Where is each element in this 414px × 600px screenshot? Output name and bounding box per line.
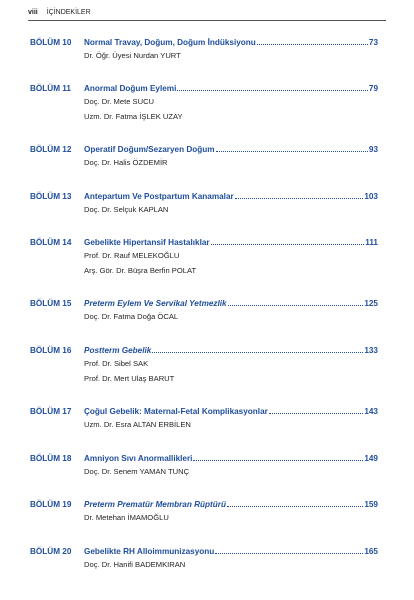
chapter-number: BÖLÜM 10 — [30, 38, 72, 47]
dot-leader — [177, 84, 368, 91]
chapter-page: 79 — [368, 84, 378, 93]
chapter-title: Antepartum Ve Postpartum Kanamalar — [84, 192, 234, 201]
chapter-authors — [84, 50, 181, 65]
dot-leader — [152, 346, 363, 353]
chapter-title: Postterm Gebelik — [84, 346, 152, 355]
chapter-number: BÖLÜM 13 — [30, 192, 72, 201]
dot-leader — [235, 192, 364, 199]
toc-entry-link[interactable] — [84, 407, 378, 416]
chapter-authors — [84, 204, 168, 219]
chapter-page: 111 — [365, 238, 378, 247]
toc-entry-link[interactable] — [84, 346, 378, 355]
chapter-title: Gebelikte Hipertansif Hastalıklar — [84, 238, 210, 247]
chapter-page: 133 — [364, 346, 378, 355]
dot-leader — [227, 500, 363, 507]
chapter-authors — [84, 311, 178, 326]
chapter-number: BÖLÜM 11 — [30, 84, 71, 93]
chapter-number: BÖLÜM 18 — [30, 454, 72, 463]
author-name: Arş. Gör. Dr. Büşra Berfin POLAT — [84, 265, 197, 275]
toc-entry-link[interactable] — [84, 547, 378, 556]
page-header — [28, 9, 386, 16]
author-name: Uzm. Dr. Esra ALTAN ERBİLEN — [84, 420, 191, 429]
author-name: Dr. Metehan İMAMOĞLU — [84, 513, 169, 522]
dot-leader — [216, 145, 368, 152]
chapter-number: BÖLÜM 12 — [30, 145, 72, 154]
header-page-number: viii — [28, 9, 38, 16]
chapter-authors — [84, 157, 168, 172]
chapter-title: Preterm Prematür Membran Rüptürü — [84, 500, 226, 509]
author-name: Doç. Dr. Selçuk KAPLAN — [84, 205, 169, 214]
author-name: Doç. Dr. Fatma Doğa ÖCAL — [84, 312, 179, 321]
chapter-number: BÖLÜM 20 — [30, 547, 72, 556]
chapter-page: 159 — [364, 500, 378, 509]
chapter-page: 103 — [364, 192, 378, 201]
chapter-page: 165 — [364, 547, 378, 556]
chapter-page: 73 — [368, 38, 378, 47]
chapter-title: Operatif Doğum/Sezaryen Doğum — [84, 145, 215, 154]
chapter-number: BÖLÜM 15 — [30, 299, 72, 308]
chapter-page: 93 — [368, 145, 378, 154]
dot-leader — [215, 547, 363, 554]
chapter-title: Anormal Doğum Eylemi — [84, 84, 177, 93]
author-name: Doç. Dr. Halis ÖZDEMİR — [84, 158, 168, 167]
chapter-authors — [84, 96, 183, 125]
author-name: Dr. Öğr. Üyesi Nurdan YURT — [84, 51, 181, 60]
chapter-page: 125 — [364, 299, 378, 308]
chapter-number: BÖLÜM 14 — [30, 238, 72, 247]
author-name: Prof. Dr. Mert Ulaş BARUT — [84, 373, 175, 383]
chapter-title: Gebelikte RH Alloimmunizasyonu — [84, 547, 215, 556]
chapter-title: Çoğul Gebelik: Maternal-Fetal Komplikasyonlar — [84, 407, 268, 416]
header-section-title: İÇİNDEKİLER — [46, 9, 91, 16]
chapter-authors — [84, 559, 185, 574]
chapter-title: Amniyon Sıvı Anormallikleri — [84, 454, 193, 463]
chapter-authors — [84, 358, 174, 387]
chapter-authors — [84, 512, 169, 527]
chapter-page: 149 — [364, 454, 378, 463]
dot-leader — [228, 299, 364, 306]
header-rule — [28, 20, 386, 21]
chapter-number: BÖLÜM 19 — [30, 500, 72, 509]
chapter-title: Normal Travay, Doğum, Doğum İndüksiyonu — [84, 38, 256, 47]
chapter-page: 143 — [364, 407, 378, 416]
author-name: Prof. Dr. Rauf MELEKOĞLU — [84, 251, 180, 260]
toc-entry-link[interactable] — [84, 299, 378, 308]
author-name: Uzm. Dr. Fatma İŞLEK UZAY — [84, 111, 183, 121]
chapter-authors — [84, 466, 189, 481]
chapter-number: BÖLÜM 17 — [30, 407, 72, 416]
chapter-authors — [84, 419, 191, 434]
author-name: Doç. Dr. Senem YAMAN TUNÇ — [84, 467, 190, 476]
toc-entry-link[interactable] — [84, 38, 378, 47]
toc-entry-link[interactable] — [84, 145, 378, 154]
chapter-number: BÖLÜM 16 — [30, 346, 72, 355]
author-name: Doç. Dr. Mete SUCU — [84, 97, 155, 106]
dot-leader — [269, 407, 364, 414]
toc-entry-link[interactable] — [84, 84, 378, 93]
chapter-title: Preterm Eylem Ve Servikal Yetmezlik — [84, 299, 227, 308]
dot-leader — [257, 38, 368, 45]
toc-entry-link[interactable] — [84, 454, 378, 463]
toc-entry-link[interactable] — [84, 500, 378, 509]
toc-entry-link[interactable] — [84, 238, 378, 247]
chapter-authors — [84, 250, 196, 279]
dot-leader — [193, 454, 363, 461]
dot-leader — [211, 238, 365, 245]
author-name: Prof. Dr. Sibel SAK — [84, 359, 149, 368]
toc-entry-link[interactable] — [84, 192, 378, 201]
author-name: Doç. Dr. Hanifi BADEMKIRAN — [84, 560, 186, 569]
